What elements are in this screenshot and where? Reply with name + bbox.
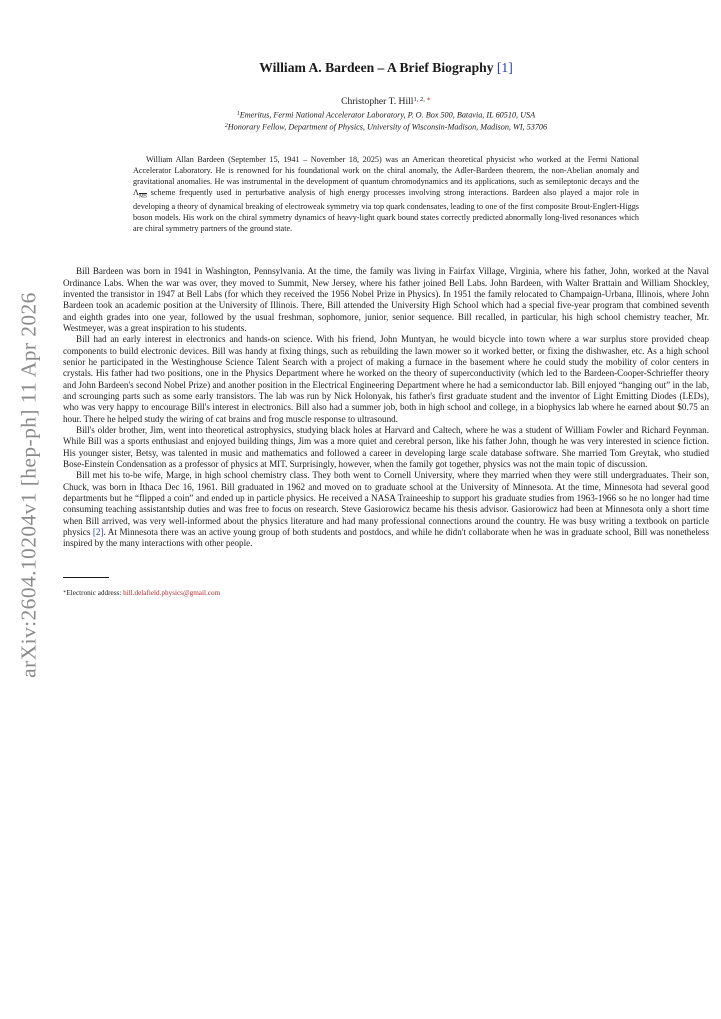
paragraph-siblings: Bill's older brother, Jim, went into theoretical astrophysics, studying black holes at Harvard and Caltech, where he was a student of William Fowler and Richard Feynman. While Bill was a sports enthusiast and enjoyed building things, Jim was a more quiet and cerebral person, like his father John, though he was very interested in science fiction. His younger sister, Betsy, was talented in music and mathematics and followed a career in developing large scale database software. She married Tom Greytak, who studied Bose-Einstein Condensation as a professor of physics at MIT. Surprisingly, however, when the family got together, physics was not the main topic of discussion. bbox=[63, 424, 709, 470]
footnote-label: Electronic address: bbox=[66, 588, 124, 597]
abstract-text-part1: William Allan Bardeen (September 15, 1941 – November 18, 2025) was an American theoretical physicist who worked at the Fermi National Accelerator Laboratory. He is renowned for his foundational work on the chiral anomaly, the Adler-Bardeen theorem, the non-Abelian anomaly and gravitational anomalies. He was instrumental in the development of quantum chromodynamics and its applications, such as semileptonic decays and the Λ bbox=[133, 155, 639, 197]
abstract bbox=[133, 155, 639, 235]
paper-page bbox=[63, 58, 709, 598]
title-citation-link[interactable]: [1] bbox=[496, 60, 513, 75]
paragraph-electronics: Bill had an early interest in electronics and hands-on science. With his friend, John Muntyan, he would bicycle into town where a war surplus store provided cheap components to build electronic devices. Bill was handy at fixing things, such as rebuilding the lawn mower so it worked better, or fixing the dishwasher, etc. As a high school senior he participated in the Westinghouse Science Talent Search with a project of making a furnace in the basement where he could study the mobility of color centers in crystals. His father had two positions, one in the Physics Department where he worked on the theory of superconductivity (which led to the Bardeen-Cooper-Schrieffer theory and John Bardeen's second Nobel Prize) and another position in the Electrical Engineering Department where he had a semiconductor lab. Bill enjoyed “hanging out” in the lab, and scrounging parts such as some early transistors. The lab was run by Nick Holonyak, his father's first graduate student and the inventor of Light Emitting Diodes (LEDs), who was very happy to encourage Bill's interest in electronics. Bill also had a summer job, both in high school and college, in a biophysics lab where he earned about $0.75 an hour. There he helped study the wiring of cat brains and frog muscle response to ultrasound. bbox=[63, 334, 709, 424]
affiliation-mark: 2 bbox=[224, 123, 228, 130]
citation-link[interactable]: [2] bbox=[92, 527, 104, 538]
ms-bar-subscript: MS bbox=[138, 193, 147, 200]
abstract-text-part2: scheme frequently used in perturbative analysis of high energy processes involving strong interactions. Bardeen also played a major role in developing a theory of dynamical breaking of electroweak symmetry via top quark condensates, leading to one of the first composite Brout-Englert-Higgs boson models. His work on the chiral symmetry dynamics of heavy-light quark bound states correctly predicted abnormally long-lived resonances which are chiral symmetry partners of the ground state. bbox=[133, 187, 639, 234]
corresponding-author-mark[interactable]: ∗ bbox=[426, 96, 431, 103]
footnote-divider bbox=[63, 577, 109, 578]
affiliation-text: Honorary Fellow, Department of Physics, University of Wisconsin-Madison, Madison, WI, 53706 bbox=[227, 122, 548, 132]
paragraph-early-life: Bill Bardeen was born in 1941 in Washington, Pennsylvania. At the time, the family was living in Fairfax Village, Virginia, where his father, John, worked at the Naval Ordinance Labs. When the war was over, they moved to Summit, New Jersey, where his father joined Bell Labs. John Bardeen, with Walter Brattain and William Shockley, invented the transistor in 1947 at Bell Labs (for which they received the 1956 Nobel Prize in Physics). In 1951 the family relocated to Champaign-Urbana, Illinois, where John Bardeen took an academic position at the University of Illinois. There, Bill attended the University High School which had a special five-year program that combined seventh and eighth grades into one year, followed by the usual freshman, sophomore, junior, senior sequence. Bill recalled, in particular, his high school chemistry teacher, Mr. Westmeyer, was a great inspiration to his students. bbox=[63, 266, 709, 333]
email-link[interactable]: hill.delafield.physics@gmail.com bbox=[123, 588, 221, 597]
affiliation-2 bbox=[63, 121, 709, 133]
affiliation-text: Emeritus, Fermi National Accelerator Laboratory, P. O. Box 500, Batavia, IL 60510, USA bbox=[239, 110, 536, 120]
paper-title bbox=[63, 58, 709, 78]
paragraph-graduate-school: Bill met his to-be wife, Marge, in high school chemistry class. They both went to Cornell University, where they married when they were still undergraduates. Their son, Chuck, was born in Ithaca Dec 16, 1961. Bill graduated in 1962 and moved on to graduate school at the University of Minnesota. At the time, Minnesota had several good departments but he “flipped a coin” and ended up in particle physics. He received a NASA Traineeship to support his graduate studies from 1963-1966 so he no longer had time consuming teaching assistantship duties and was free to focus on research. Steve Gasiorowicz became his thesis advisor. Gasiorowicz had been at Minnesota only a short time when Bill arrived, was very well-informed about the physics literature and had many professional connections around the country. He was busy writing a textbook on particle physics [2]. At Minnesota there was an active young group of both students and postdocs, and while he didn't collaborate when he was in graduate school, Bill was nonetheless inspired by the many interactions with other people. bbox=[63, 470, 710, 549]
arxiv-stamp bbox=[12, 290, 46, 680]
affiliation-mark: 1 bbox=[236, 111, 240, 117]
affiliation-1 bbox=[63, 109, 709, 121]
author-line bbox=[63, 93, 709, 109]
footnote bbox=[63, 588, 709, 598]
footnote-mark: ∗ bbox=[63, 589, 67, 595]
author-name: Christopher T. Hill bbox=[341, 96, 414, 107]
title-text: William A. Bardeen – A Brief Biography bbox=[259, 60, 494, 75]
author-affiliation-marks: 1, 2, ∗ bbox=[413, 96, 431, 103]
arxiv-identifier: arXiv:2604.10204v1 [hep-ph] 11 Apr 2026 bbox=[16, 292, 41, 678]
body-text bbox=[63, 266, 709, 550]
